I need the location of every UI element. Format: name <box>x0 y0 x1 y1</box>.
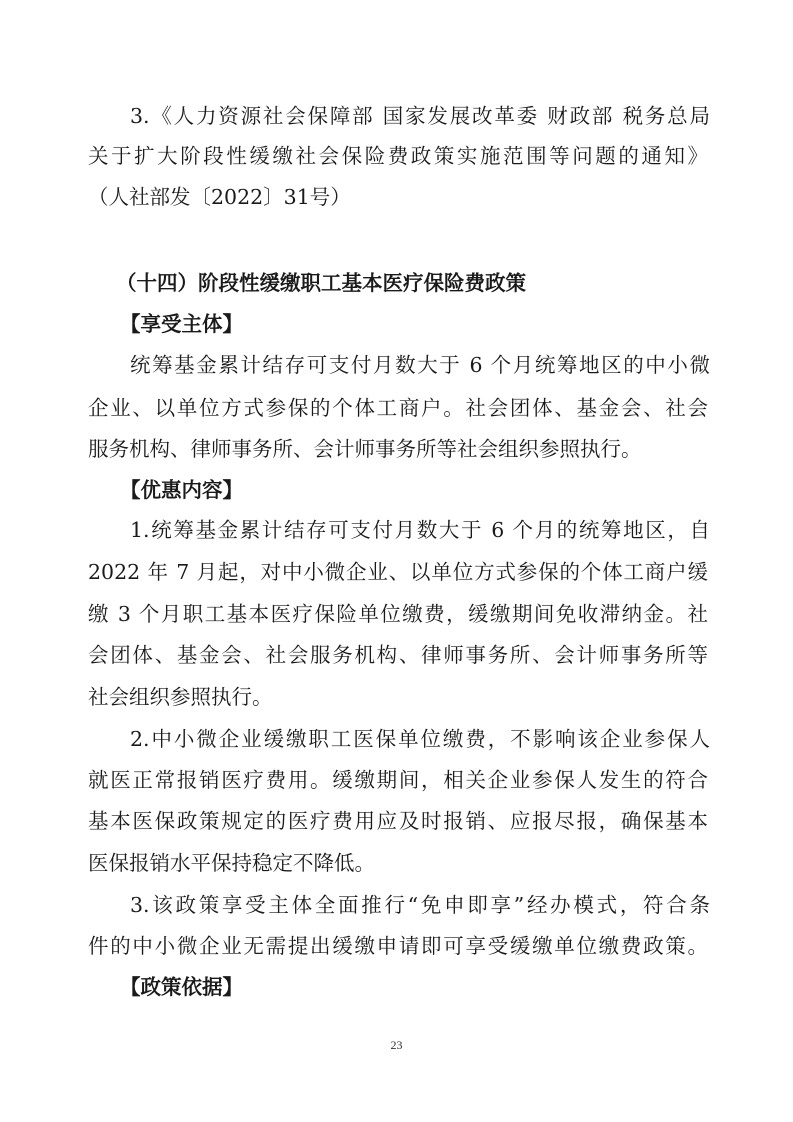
reference-line: 3.《人力资源社会保障部 国家发展改革委 财政部 税务总局 <box>130 104 710 128</box>
paragraph-line: 件的中小微企业无需提出缓缴申请即可享受缓缴单位缴费政策。 <box>88 934 708 958</box>
content-heading: 【优惠内容】 <box>120 478 243 502</box>
paragraph-line: 1.统筹基金累计结存可支付月数大于 6 个月的统筹地区，自 <box>130 518 710 542</box>
reference-line: （人社部发〔2022〕31号） <box>88 185 351 209</box>
beneficiary-heading: 【享受主体】 <box>120 312 243 336</box>
paragraph-line: 统筹基金累计结存可支付月数大于 6 个月统筹地区的中小微 <box>130 353 710 377</box>
paragraph-line: 会团体、基金会、社会服务机构、律师事务所、会计师事务所等 <box>88 643 708 667</box>
paragraph-line: 基本医保政策规定的医疗费用应及时报销、应报尽报，确保基本 <box>88 809 708 833</box>
paragraph-line: 2.中小微企业缓缴职工医保单位缴费，不影响该企业参保人 <box>130 727 710 751</box>
paragraph-line: 企业、以单位方式参保的个体工商户。社会团体、基金会、社会 <box>88 396 708 420</box>
page-number: 23 <box>390 1038 403 1052</box>
paragraph-line: 3.该政策享受主体全面推行“免申即享”经办模式，符合条 <box>130 893 710 917</box>
paragraph-line: 就医正常报销医疗费用。缓缴期间，相关企业参保人发生的符合 <box>88 768 708 792</box>
paragraph-line: 服务机构、律师事务所、会计师事务所等社会组织参照执行。 <box>88 437 642 461</box>
paragraph-line: 缴 3 个月职工基本医疗保险单位缴费，缓缴期间免收滞纳金。社 <box>88 602 708 626</box>
paragraph-line: 社会组织参照执行。 <box>88 685 273 709</box>
paragraph-line: 2022 年 7 月起，对中小微企业、以单位方式参保的个体工商户缓 <box>88 560 708 584</box>
basis-heading: 【政策依据】 <box>120 975 243 999</box>
reference-line: 关于扩大阶段性缓缴社会保险费政策实施范围等问题的通知》 <box>88 144 708 168</box>
section-title: （十四）阶段性缓缴职工基本医疗保险费政策 <box>116 271 526 295</box>
paragraph-line: 医保报销水平保持稳定不降低。 <box>88 851 375 875</box>
